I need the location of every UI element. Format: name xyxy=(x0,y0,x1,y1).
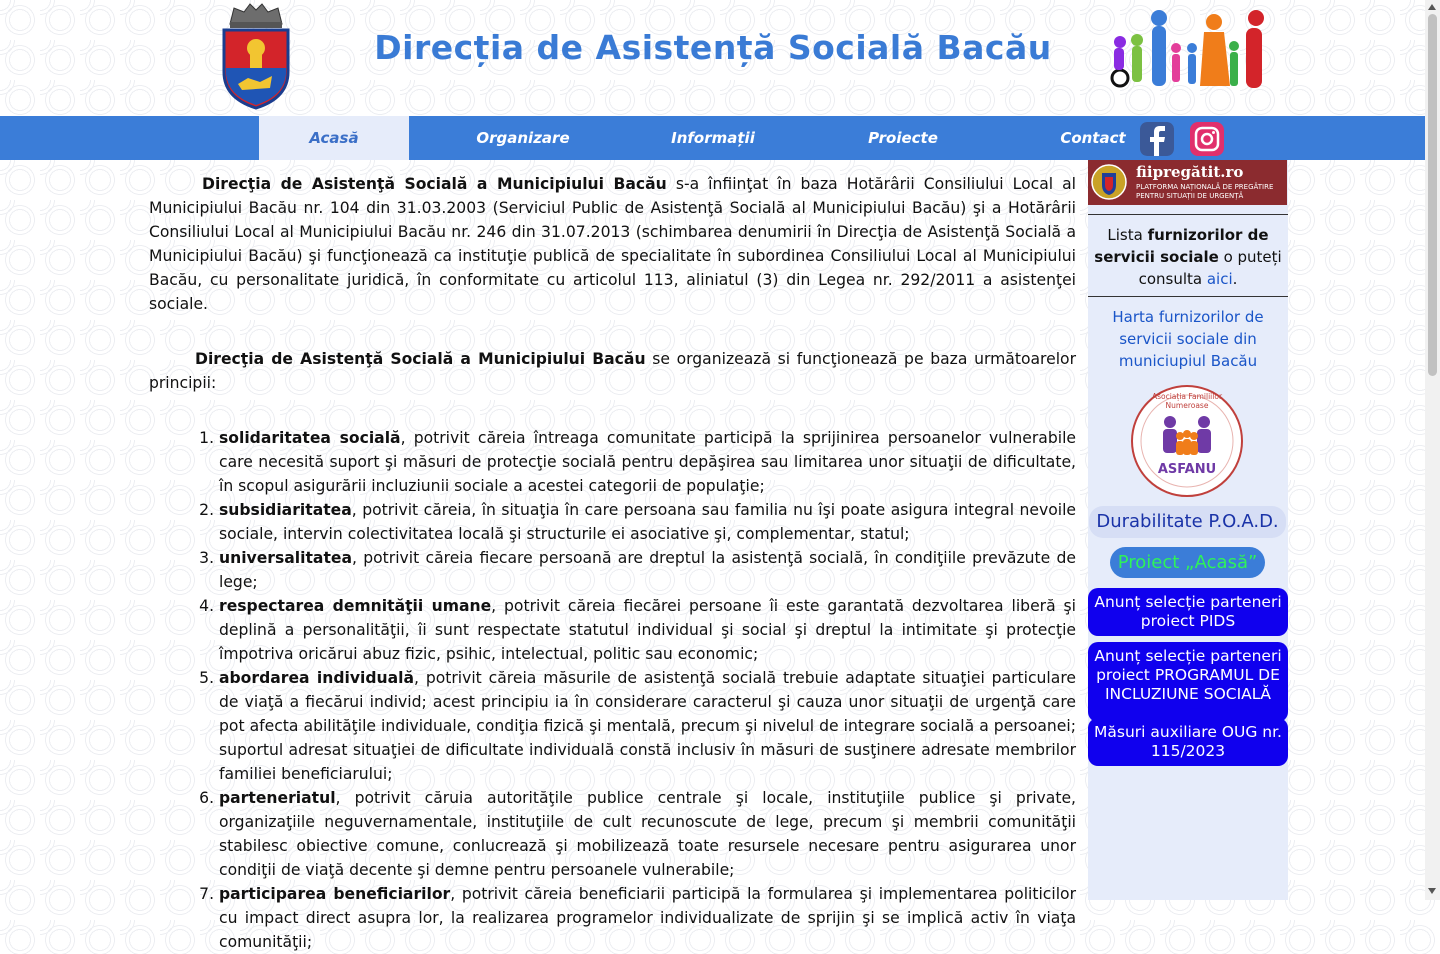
masuri-oug-button[interactable]: Măsuri auxiliare OUG nr. 115/2023 xyxy=(1088,718,1288,766)
furnizori-post: o puteți consulta xyxy=(1138,248,1282,288)
principle-text: , potrivit căreia, în situaţia în care persoana sau familia nu îşi poate asigura integral nevoile sociale, intervin colectivitatea locală şi structurile ei asociative şi, complementar, statul; xyxy=(219,501,1076,543)
intro-paragraph xyxy=(149,172,1076,316)
harta-furnizori-link[interactable]: Harta furnizorilor de servicii sociale din municiupiul Bacău xyxy=(1112,308,1264,370)
furnizori-bold: furnizorilor de servicii sociale xyxy=(1094,226,1269,266)
principle-term: solidaritatea socială xyxy=(219,429,401,447)
principles-list xyxy=(149,426,1076,954)
principle-text: , potrivit căreia măsurile de asistenţă socială trebuie adaptate situaţiei particulare de viaţă a fiecărui individ; acest principiu ia în considerare caracterul şi cauza unor situaţii de urgenţă care pot afecta abilităţile individuale, condiţia fizică şi mentală, precum şi nivelul de integrare socială a persoanei; suportul adresat situaţiei de dificultate individuală constă inclusiv în măsuri de susţinere adresate membrilor familiei beneficiarului; xyxy=(219,669,1076,783)
divider xyxy=(1088,296,1288,297)
principle-term: universalitatea xyxy=(219,549,353,567)
principle-term: parteneriatul xyxy=(219,789,336,807)
list-item xyxy=(219,594,1076,666)
principle-term: participarea beneficiarilor xyxy=(219,885,451,903)
principle-text: , potrivit căreia întreaga comunitate participă la sprijinirea persoanelor vulnerabile care necesită suport şi măsuri de protecţie socială pentru depăşirea sau limitarea unor situaţii de dificultate, în scopul asigurării incluziunii sociale a acestei categorii de populaţie; xyxy=(219,429,1077,495)
bacau-coat-of-arms-icon[interactable] xyxy=(220,2,292,110)
list-item xyxy=(219,546,1076,594)
principle-term: respectarea demnităţii umane xyxy=(219,597,492,615)
sidebar xyxy=(1088,160,1288,900)
scrollbar[interactable] xyxy=(1425,0,1440,900)
page-title: Direcția de Asistență Socială Bacău xyxy=(374,28,1052,67)
banner-subtitle-2: PENTRU SITUAȚII DE URGENȚĂ xyxy=(1136,192,1244,200)
list-item xyxy=(219,498,1076,546)
intro-text: s-a înfiinţat în baza Hotărârii Consiliului Local al Municipiului Bacău nr. 104 din 31.03.2003 (Serviciul Public de Asistenţă Socială al Municipiului Bacău) şi a Hotărârii Consiliului Local al Municipiului Bacău nr. 246 din 31.07.2013 (schimbarea denumirii în Direcţia de Asistenţă Socială a Municipiului Bacău) şi funcţionează ca instituţie publică de specialitate în subordinea Consiliului Local al Municipiului Bacău, cu personalitate juridică, în conformitate cu articolul 113, aliniatul (3) din Legea nr. 292/2011 a asistenţei sociale. xyxy=(149,175,1077,313)
main-content xyxy=(149,172,1076,954)
furnizori-text xyxy=(1088,224,1288,290)
furnizori-link[interactable]: aici xyxy=(1206,270,1233,288)
asfanu-arc-text: Asociația Familiilor Numeroase xyxy=(1151,392,1223,410)
principle-text: , potrivit căreia beneficiarii participă la formularea şi implementarea politicilor cu impact direct asupra lor, la realizarea programelor individualizate de sprijin şi se implică activ în viaţa comunităţii; xyxy=(219,885,1076,951)
anunt-pids-button[interactable]: Anunț selecție parteneri proiect PIDS xyxy=(1088,588,1288,636)
nav-item-acasa[interactable]: Acasă xyxy=(259,116,409,160)
scroll-up-icon[interactable] xyxy=(1428,4,1436,10)
principles-intro-text: se organizează si funcţionează pe baza următoarelor principii: xyxy=(149,350,1076,392)
principle-term: subsidiaritatea xyxy=(219,501,352,519)
nav-item-contact[interactable]: Contact xyxy=(1060,129,1126,147)
divider xyxy=(1088,214,1288,215)
proiect-acasa-button[interactable]: Proiect „Acasă” xyxy=(1110,547,1265,578)
banner-title: fiipregătit.ro xyxy=(1136,163,1244,181)
list-item xyxy=(219,426,1076,498)
list-item xyxy=(219,666,1076,786)
main-navigation xyxy=(0,116,1425,160)
furnizori-pre: Lista xyxy=(1107,226,1148,244)
instagram-icon[interactable] xyxy=(1190,122,1224,156)
nav-item-informatii[interactable]: Informații xyxy=(671,129,755,147)
site-header xyxy=(0,0,1425,116)
list-item xyxy=(219,786,1076,882)
principles-intro-bold: Direcţia de Asistenţă Socială a Municipiului Bacău xyxy=(195,350,646,368)
scrollbar-thumb[interactable] xyxy=(1428,14,1437,376)
list-item xyxy=(219,882,1076,954)
anunt-incluziune-button[interactable]: Anunț selecție parteneri proiect PROGRAMUL DE INCLUZIUNE SOCIALĂ xyxy=(1088,642,1288,722)
fiipregatit-banner[interactable] xyxy=(1088,160,1287,205)
nav-item-proiecte[interactable]: Proiecte xyxy=(868,129,938,147)
principle-text: , potrivit căreia fiecare persoană are dreptul la asistenţă socială, în condiţiile prevăzute de lege; xyxy=(219,549,1076,591)
family-people-illustration-icon xyxy=(1106,8,1278,92)
principle-text: , potrivit căreia fiecărei persoane îi este garantată dezvoltarea liberă şi deplină a personalităţii, îi sunt respectate statutul individual şi social şi dreptul la intimitate şi protecţie împotriva oricărui abuz fizic, psihic, intelectual, politic sau economic; xyxy=(219,597,1076,663)
principles-intro xyxy=(149,347,1076,395)
asfanu-logo[interactable] xyxy=(1130,384,1244,498)
principle-text: , potrivit căruia autorităţile publice centrale şi locale, instituţiile publice şi private, organizaţiile neguvernamentale, instituţiile de cult recunoscute de lege, precum şi membrii comunităţii stabilesc obiective comune, conlucrează şi mobilizează toate resursele necesare pentru asigurarea unor condiţii de viaţă decente şi demne pentru persoanele vulnerabile; xyxy=(219,789,1076,879)
nav-item-organizare[interactable]: Organizare xyxy=(476,129,570,147)
durabilitate-poad-button[interactable]: Durabilitate P.O.A.D. xyxy=(1089,506,1286,538)
romania-crest-icon xyxy=(1090,163,1128,201)
scroll-down-icon[interactable] xyxy=(1428,888,1436,894)
principle-term: abordarea individuală xyxy=(219,669,415,687)
banner-subtitle-1: PLATFORMA NAȚIONALĂ DE PREGĂTIRE xyxy=(1136,183,1274,191)
furnizori-end: . xyxy=(1232,270,1238,288)
intro-bold: Direcţia de Asistenţă Socială a Municipiului Bacău xyxy=(202,175,667,193)
facebook-icon[interactable] xyxy=(1140,122,1174,156)
asfanu-name: ASFANU xyxy=(1157,462,1217,477)
